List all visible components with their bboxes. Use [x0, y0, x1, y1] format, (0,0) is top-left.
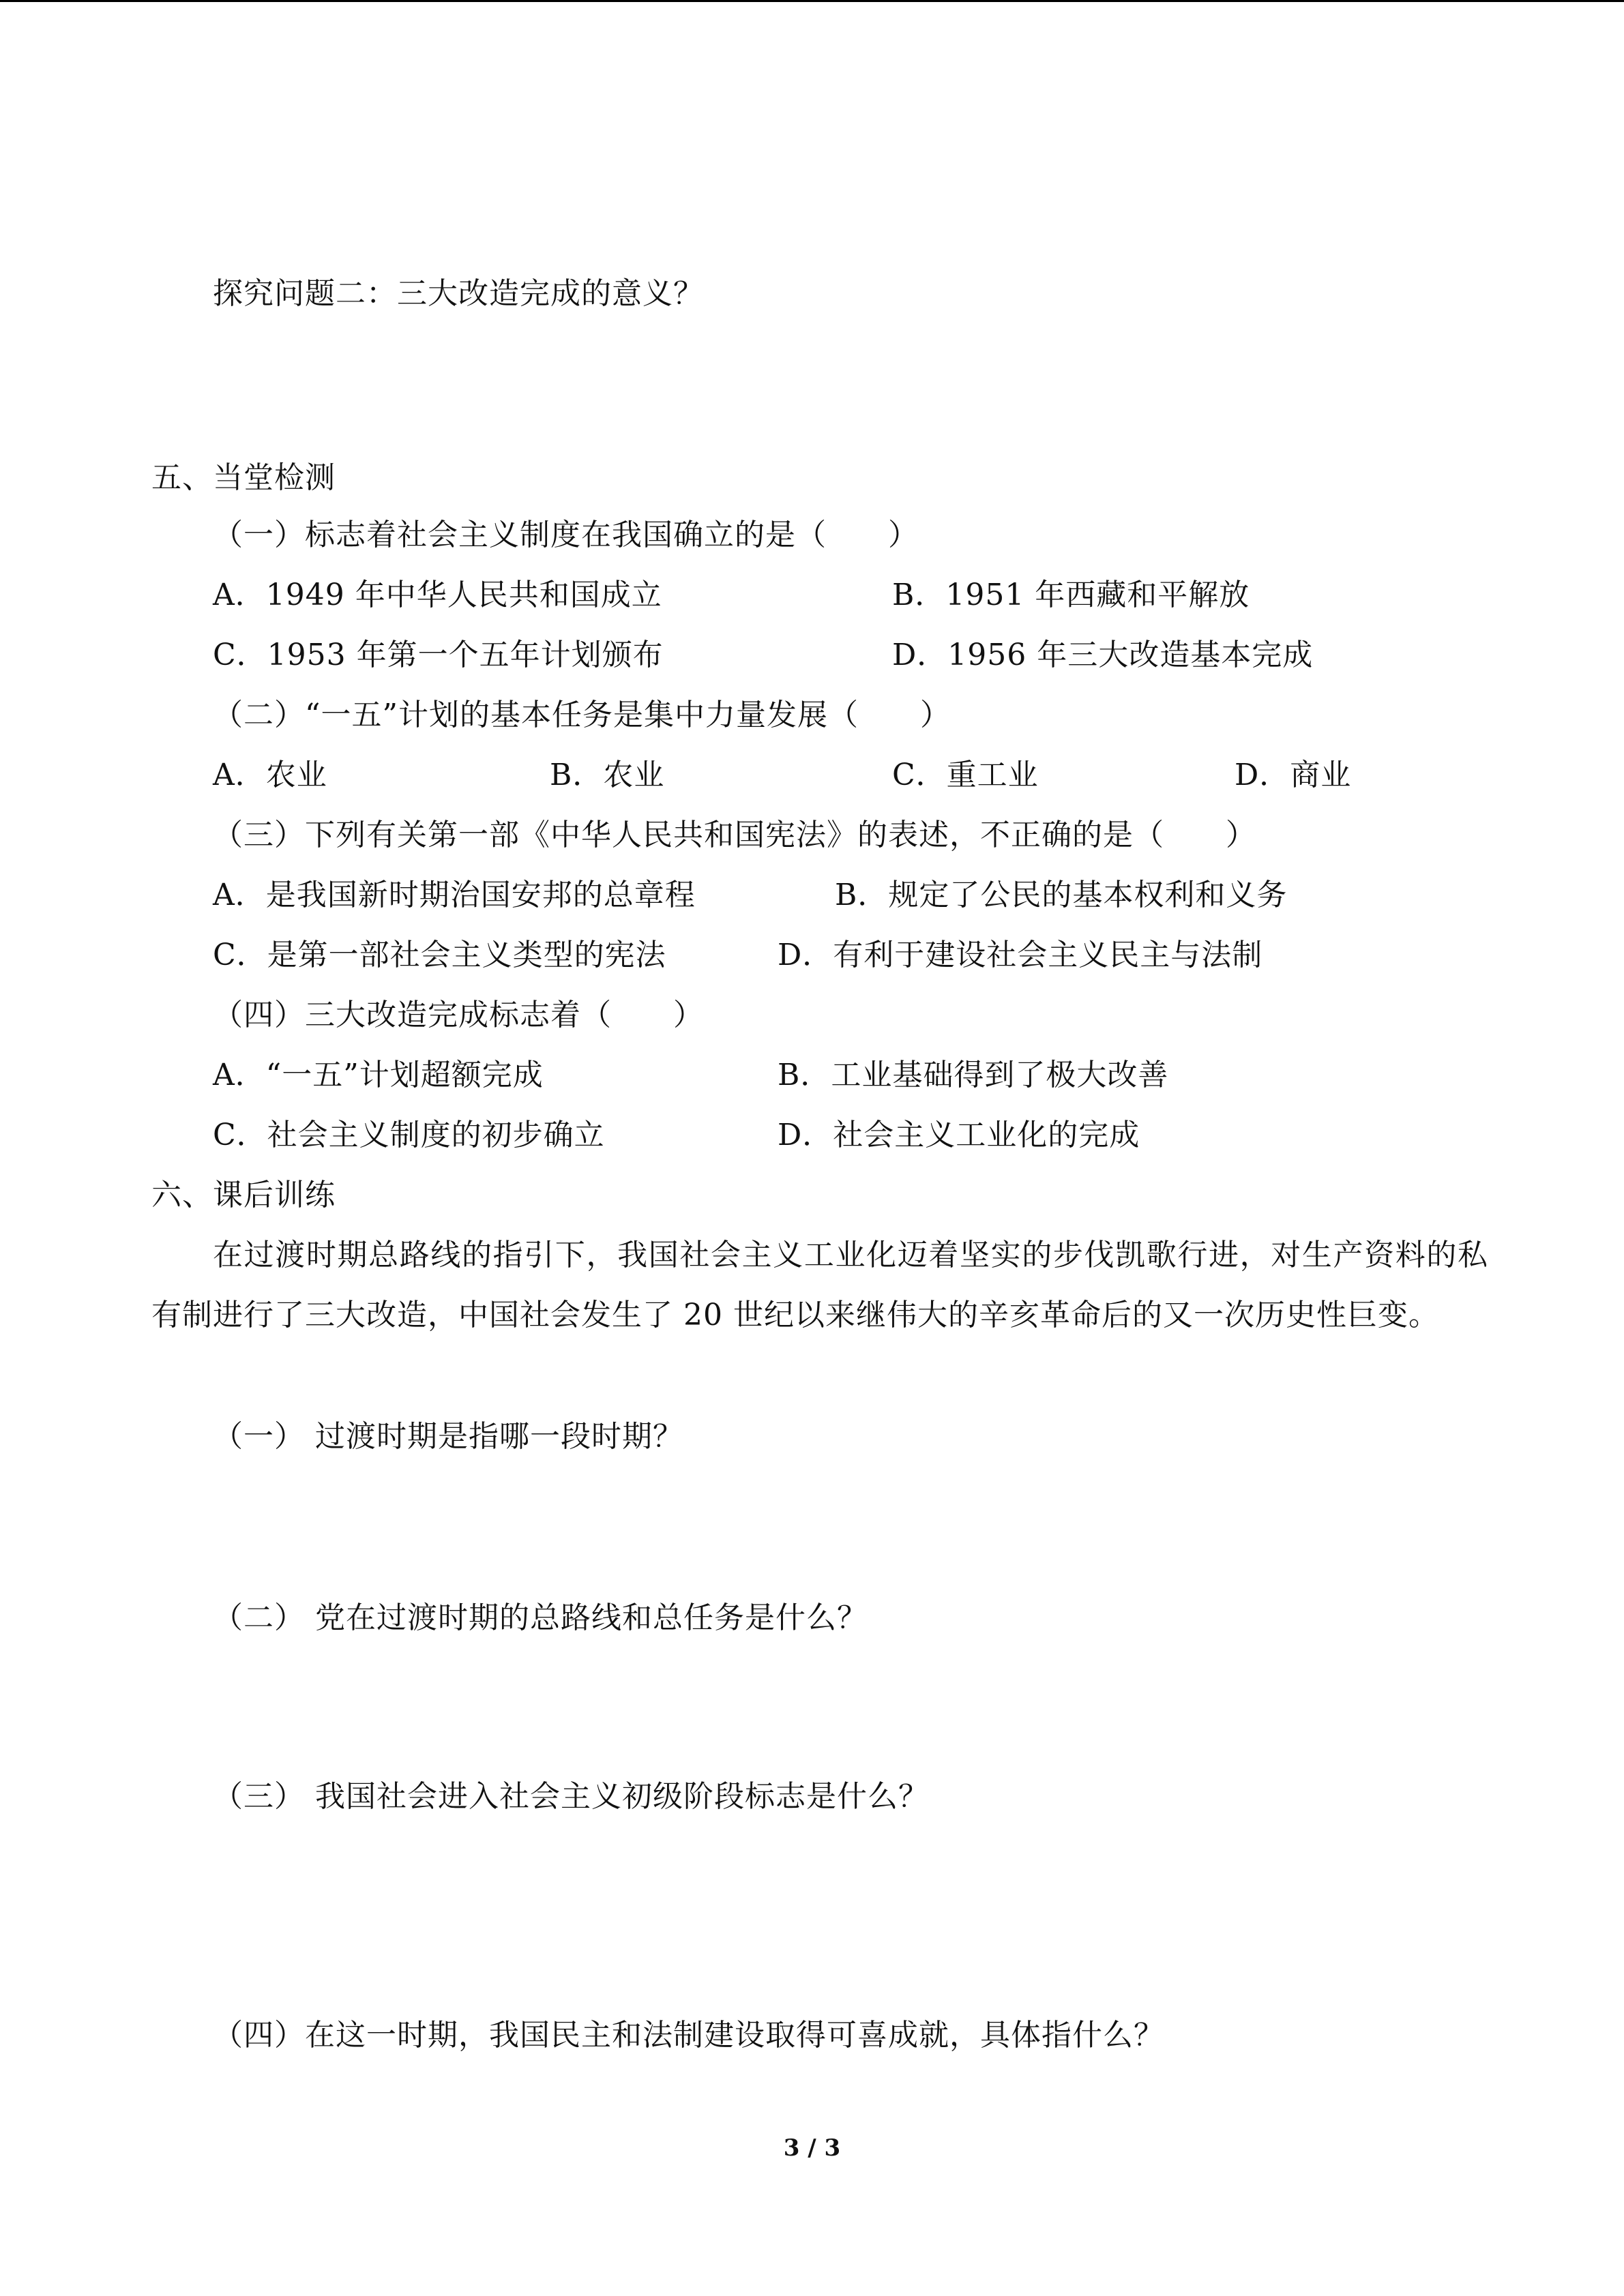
page-top-border: [0, 0, 1624, 2]
section-5-heading: 五、当堂检测: [151, 460, 336, 495]
training-question-2: （二） 党在过渡时期的总路线和总任务是什么？: [213, 1600, 868, 1635]
training-question-1: （一） 过渡时期是指哪一段时期？: [213, 1419, 683, 1454]
quiz-4-option-c: C．社会主义制度的初步确立: [213, 1118, 605, 1152]
quiz-1-option-c: C．1953 年第一个五年计划颁布: [213, 638, 664, 672]
quiz-4-option-d: D．社会主义工业化的完成: [778, 1118, 1140, 1152]
quiz-4-option-a: A．“一五”计划超额完成: [213, 1058, 544, 1092]
quiz-3-option-d: D．有利于建设社会主义民主与法制: [778, 938, 1263, 972]
quiz-question-3: （三）下列有关第一部《中华人民共和国宪法》的表述，不正确的是（ ）: [213, 818, 1256, 852]
training-question-3: （三） 我国社会进入社会主义初级阶段标志是什么？: [213, 1779, 929, 1814]
quiz-question-4: （四）三大改造完成标志着（ ）: [213, 998, 704, 1032]
quiz-1-option-b: B．1951 年西藏和平解放: [892, 578, 1250, 612]
quiz-3-option-a: A．是我国新时期治国安邦的总章程: [213, 878, 696, 912]
quiz-2-option-a: A．农业: [213, 758, 327, 792]
quiz-question-2: （二）“一五”计划的基本任务是集中力量发展（ ）: [213, 698, 951, 732]
training-question-4: （四）在这一时期，我国民主和法制建设取得可喜成就，具体指什么？: [213, 2018, 1164, 2053]
explore-question-2: 探究问题二：三大改造完成的意义？: [213, 276, 704, 311]
training-passage: 在过渡时期总路线的指引下，我国社会主义工业化迈着坚实的步伐凯歌行进，对生产资料的私有制进行了三大改造，中国社会发生了 20 世纪以来继伟大的辛亥革命后的又一次历史性巨变。: [151, 1238, 1488, 1332]
quiz-question-1: （一）标志着社会主义制度在我国确立的是（ ）: [213, 518, 919, 552]
quiz-2-option-b: B．农业: [550, 758, 665, 792]
quiz-3-option-b: B．规定了公民的基本权利和义务: [835, 878, 1288, 912]
section-6-heading: 六、课后训练: [151, 1178, 336, 1212]
quiz-1-option-d: D．1956 年三大改造基本完成: [892, 638, 1314, 672]
page-number: 3 / 3: [783, 2134, 841, 2162]
quiz-2-option-d: D．商业: [1235, 758, 1352, 792]
quiz-4-option-b: B．工业基础得到了极大改善: [778, 1058, 1169, 1092]
quiz-2-option-c: C．重工业: [892, 758, 1039, 792]
quiz-3-option-c: C．是第一部社会主义类型的宪法: [213, 938, 666, 972]
quiz-1-option-a: A．1949 年中华人民共和国成立: [213, 578, 662, 612]
